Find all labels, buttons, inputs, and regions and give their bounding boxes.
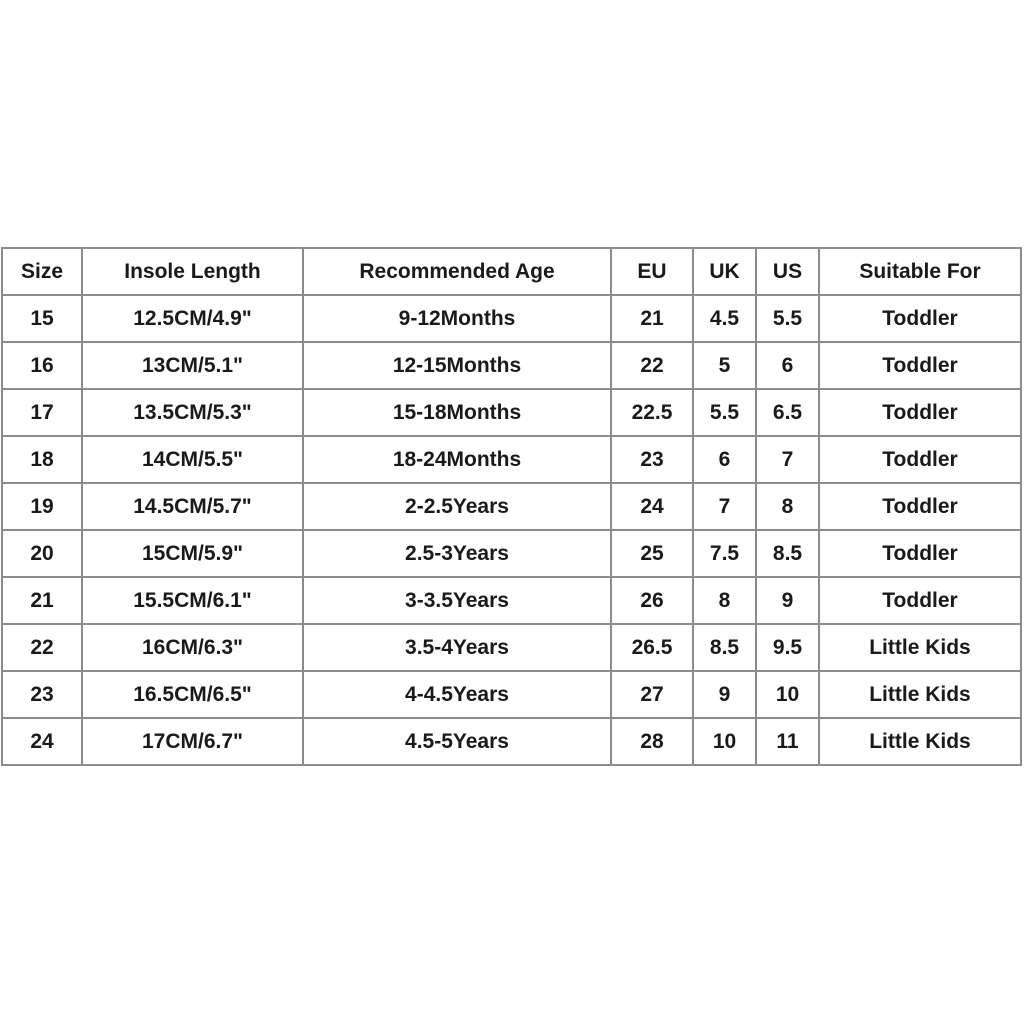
cell-us: 11	[756, 718, 819, 765]
cell-eu: 27	[611, 671, 693, 718]
cell-insole-length: 16.5CM/6.5"	[82, 671, 303, 718]
header-row	[2, 248, 1021, 295]
cell-size: 20	[2, 530, 82, 577]
cell-us: 10	[756, 671, 819, 718]
cell-insole-length: 14.5CM/5.7"	[82, 483, 303, 530]
cell-eu: 21	[611, 295, 693, 342]
cell-uk: 5	[693, 342, 756, 389]
cell-suitable-for: Toddler	[819, 483, 1021, 530]
cell-uk: 4.5	[693, 295, 756, 342]
table-row	[2, 483, 1021, 530]
table-row	[2, 624, 1021, 671]
cell-recommended-age: 15-18Months	[303, 389, 611, 436]
table-row	[2, 295, 1021, 342]
header-recommended-age: Recommended Age	[303, 248, 611, 295]
cell-size: 18	[2, 436, 82, 483]
header-insole-length: Insole Length	[82, 248, 303, 295]
cell-size: 22	[2, 624, 82, 671]
cell-insole-length: 12.5CM/4.9"	[82, 295, 303, 342]
cell-uk: 7	[693, 483, 756, 530]
cell-uk: 6	[693, 436, 756, 483]
cell-eu: 23	[611, 436, 693, 483]
table-row	[2, 389, 1021, 436]
cell-eu: 26.5	[611, 624, 693, 671]
cell-suitable-for: Little Kids	[819, 718, 1021, 765]
header-suitable-for: Suitable For	[819, 248, 1021, 295]
cell-us: 8	[756, 483, 819, 530]
table-row	[2, 718, 1021, 765]
cell-recommended-age: 2.5-3Years	[303, 530, 611, 577]
header-uk: UK	[693, 248, 756, 295]
table-body	[2, 295, 1021, 765]
table-row	[2, 530, 1021, 577]
cell-recommended-age: 4-4.5Years	[303, 671, 611, 718]
header-eu: EU	[611, 248, 693, 295]
cell-uk: 7.5	[693, 530, 756, 577]
cell-us: 5.5	[756, 295, 819, 342]
cell-recommended-age: 2-2.5Years	[303, 483, 611, 530]
cell-insole-length: 15.5CM/6.1"	[82, 577, 303, 624]
cell-eu: 26	[611, 577, 693, 624]
cell-us: 6.5	[756, 389, 819, 436]
cell-size: 16	[2, 342, 82, 389]
cell-eu: 22	[611, 342, 693, 389]
cell-suitable-for: Toddler	[819, 577, 1021, 624]
cell-eu: 24	[611, 483, 693, 530]
cell-suitable-for: Toddler	[819, 436, 1021, 483]
cell-recommended-age: 18-24Months	[303, 436, 611, 483]
cell-uk: 5.5	[693, 389, 756, 436]
cell-uk: 10	[693, 718, 756, 765]
header-size: Size	[2, 248, 82, 295]
cell-size: 24	[2, 718, 82, 765]
cell-uk: 8	[693, 577, 756, 624]
table-row	[2, 671, 1021, 718]
cell-us: 9	[756, 577, 819, 624]
cell-insole-length: 16CM/6.3"	[82, 624, 303, 671]
cell-uk: 8.5	[693, 624, 756, 671]
cell-eu: 28	[611, 718, 693, 765]
cell-recommended-age: 4.5-5Years	[303, 718, 611, 765]
cell-size: 23	[2, 671, 82, 718]
cell-us: 7	[756, 436, 819, 483]
cell-size: 15	[2, 295, 82, 342]
cell-recommended-age: 3-3.5Years	[303, 577, 611, 624]
table-row	[2, 577, 1021, 624]
cell-recommended-age: 9-12Months	[303, 295, 611, 342]
cell-suitable-for: Toddler	[819, 295, 1021, 342]
cell-us: 8.5	[756, 530, 819, 577]
table-row	[2, 342, 1021, 389]
table-row	[2, 436, 1021, 483]
cell-suitable-for: Little Kids	[819, 624, 1021, 671]
header-us: US	[756, 248, 819, 295]
cell-recommended-age: 3.5-4Years	[303, 624, 611, 671]
cell-size: 17	[2, 389, 82, 436]
cell-insole-length: 13.5CM/5.3"	[82, 389, 303, 436]
cell-suitable-for: Toddler	[819, 342, 1021, 389]
size-chart-table	[1, 247, 1022, 766]
cell-eu: 22.5	[611, 389, 693, 436]
cell-us: 6	[756, 342, 819, 389]
cell-suitable-for: Toddler	[819, 530, 1021, 577]
cell-size: 19	[2, 483, 82, 530]
cell-insole-length: 14CM/5.5"	[82, 436, 303, 483]
cell-suitable-for: Little Kids	[819, 671, 1021, 718]
cell-size: 21	[2, 577, 82, 624]
cell-eu: 25	[611, 530, 693, 577]
cell-insole-length: 15CM/5.9"	[82, 530, 303, 577]
cell-uk: 9	[693, 671, 756, 718]
cell-us: 9.5	[756, 624, 819, 671]
cell-insole-length: 13CM/5.1"	[82, 342, 303, 389]
cell-suitable-for: Toddler	[819, 389, 1021, 436]
cell-recommended-age: 12-15Months	[303, 342, 611, 389]
cell-insole-length: 17CM/6.7"	[82, 718, 303, 765]
